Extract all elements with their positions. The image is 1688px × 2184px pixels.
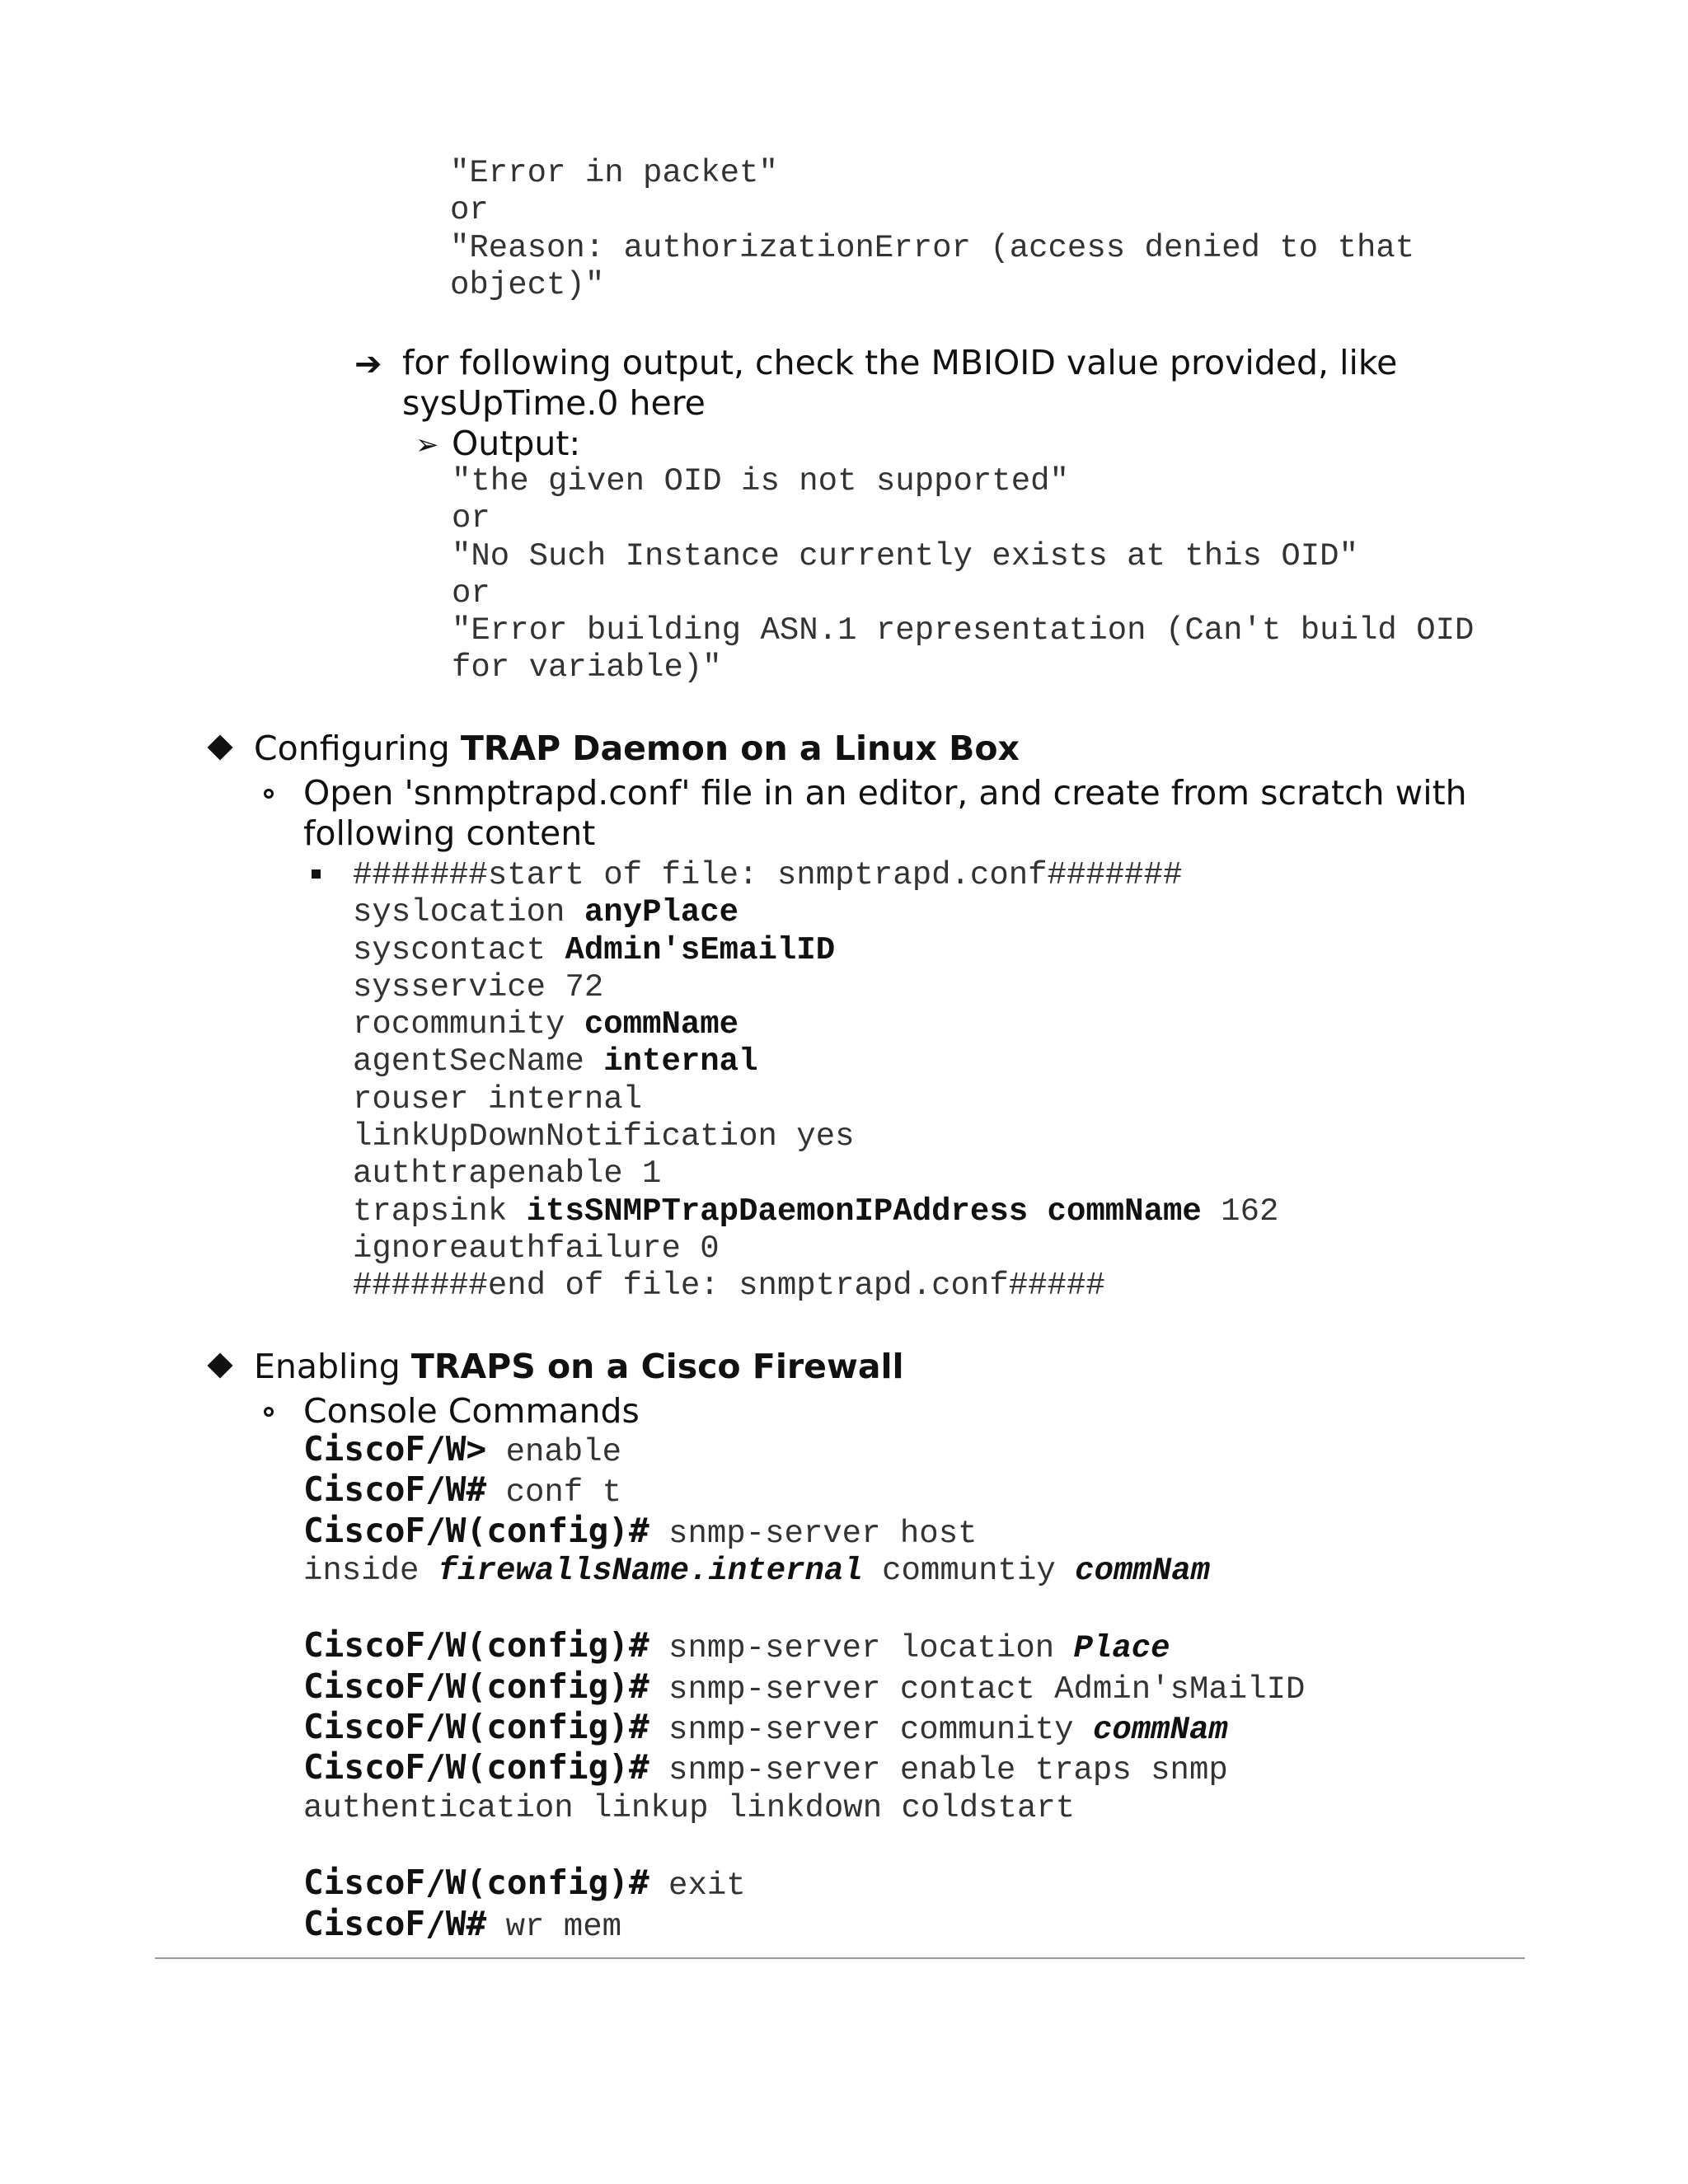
mbioid-note-line-1: for following output, check the MBIOID value provided, like (402, 343, 1398, 382)
console-command-cont: authentication linkup linkdown coldstart (303, 1789, 1076, 1826)
console-command-cont: inside (303, 1552, 438, 1589)
conf-agentsecname-key: agentSecName (353, 1043, 604, 1080)
mbioid-note (402, 343, 1397, 424)
conf-rouser: rouser internal (353, 1080, 643, 1118)
heading-bold: TRAPS on a Cisco Firewall (410, 1347, 904, 1386)
conf-agentsecname-value: internal (603, 1043, 758, 1080)
oid-line-6: for variable)" (452, 649, 722, 687)
conf-end: #######end of file: snmptrapd.conf##### (353, 1268, 1105, 1305)
oid-line-5: "Error building ASN.1 representation (Can't build OID (452, 612, 1475, 649)
conf-authtrapenable: authtrapenable 1 (353, 1155, 662, 1193)
error-line-1: "Error in packet" (450, 155, 778, 191)
console-prompt: CiscoF/W(config)# (303, 1510, 649, 1550)
oid-line-1: "the given OID is not supported" (452, 463, 1069, 499)
console-prompt: CiscoF/W(config)# (303, 1666, 649, 1706)
console-command: snmp-server location (649, 1630, 1074, 1667)
cisco-step-text: Console Commands (303, 1391, 640, 1431)
heading-prefix: Enabling (254, 1347, 411, 1386)
conf-syslocation-key: syslocation (353, 894, 584, 931)
trap-step-line-1: Open 'snmptrapd.conf' file in an editor, and create from scratch with (303, 773, 1467, 813)
conf-rocommunity-key: rocommunity (353, 1006, 584, 1043)
console-host-name: firewallsName.internal (438, 1552, 863, 1589)
arrow-bullet-icon: ➔ (354, 345, 382, 383)
oid-output-block (452, 463, 1474, 687)
chevron-bullet-icon: ➢ (415, 429, 439, 462)
snmptrapd-conf-block (353, 857, 1278, 1305)
conf-syscontact-key: syscontact (353, 931, 565, 968)
oid-line-3: "No Such Instance currently exists at this OID" (452, 537, 1358, 574)
console-prompt: CiscoF/W# (303, 1903, 487, 1943)
mbioid-note-line-2: sysUpTime.0 here (402, 383, 706, 423)
circle-bullet-icon (264, 789, 274, 799)
console-command: wr mem (486, 1908, 621, 1945)
conf-start: #######start of file: snmptrapd.conf####### (353, 857, 1183, 893)
trap-step-line-2: following content (303, 813, 596, 853)
conf-rocommunity-value: commName (584, 1006, 739, 1043)
footer-divider (155, 1957, 1525, 1959)
console-prompt: CiscoF/W(config)# (303, 1625, 649, 1666)
console-command-cont: communtiy (862, 1552, 1076, 1589)
conf-trapsink-community: commName (1047, 1193, 1202, 1230)
conf-linkupdown: linkUpDownNotification yes (353, 1118, 855, 1155)
error-line-4: object)" (450, 266, 605, 303)
console-prompt: CiscoF/W(config)# (303, 1747, 649, 1788)
oid-line-2: or (452, 500, 490, 537)
console-command: enable (486, 1434, 621, 1470)
output-label: Output: (452, 424, 581, 463)
console-command: snmp-server host (649, 1515, 978, 1552)
conf-sysservice: sysservice 72 (353, 968, 604, 1005)
console-command: snmp-server community (649, 1712, 1093, 1749)
conf-ignoreauthfailure: ignoreauthfailure 0 (353, 1230, 720, 1267)
heading-prefix: Configuring (254, 729, 461, 768)
conf-syscontact-value: Admin'sEmailID (565, 931, 836, 968)
conf-syslocation-value: anyPlace (584, 894, 739, 931)
console-prompt: CiscoF/W(config)# (303, 1707, 649, 1747)
heading-bold: TRAP Daemon on a Linux Box (460, 729, 1020, 768)
conf-trapsink-host: itsSNMPTrapDaemonIPAddress (526, 1193, 1029, 1230)
conf-trapsink-port: 162 (1201, 1193, 1279, 1230)
section-heading-trap-daemon (254, 729, 1020, 769)
oid-line-4: or (452, 574, 490, 612)
section-heading-cisco (254, 1347, 904, 1387)
error-line-3: "Reason: authorizationError (access denied to that (450, 229, 1415, 266)
cisco-console-block (303, 1431, 1305, 1946)
console-community-value: commNam (1092, 1712, 1228, 1749)
square-bullet-icon (312, 869, 321, 879)
console-prompt: CiscoF/W> (303, 1429, 487, 1469)
console-command: snmp-server enable traps snmp (649, 1752, 1228, 1789)
trap-step-text (303, 773, 1467, 854)
console-prompt: CiscoF/W# (303, 1469, 487, 1510)
console-location-value: Place (1073, 1630, 1170, 1667)
diamond-bullet-icon (207, 734, 232, 760)
console-command: conf t (486, 1474, 621, 1511)
console-command: exit (649, 1868, 746, 1905)
error-output-block (450, 155, 1414, 304)
console-prompt: CiscoF/W(config)# (303, 1863, 649, 1903)
conf-trapsink-key: trapsink (353, 1193, 527, 1230)
console-community-name: commNam (1075, 1552, 1210, 1589)
circle-bullet-icon (264, 1407, 274, 1417)
console-command: snmp-server contact Admin'sMailID (649, 1671, 1306, 1708)
error-line-2: or (450, 192, 489, 229)
diamond-bullet-icon (207, 1352, 232, 1378)
